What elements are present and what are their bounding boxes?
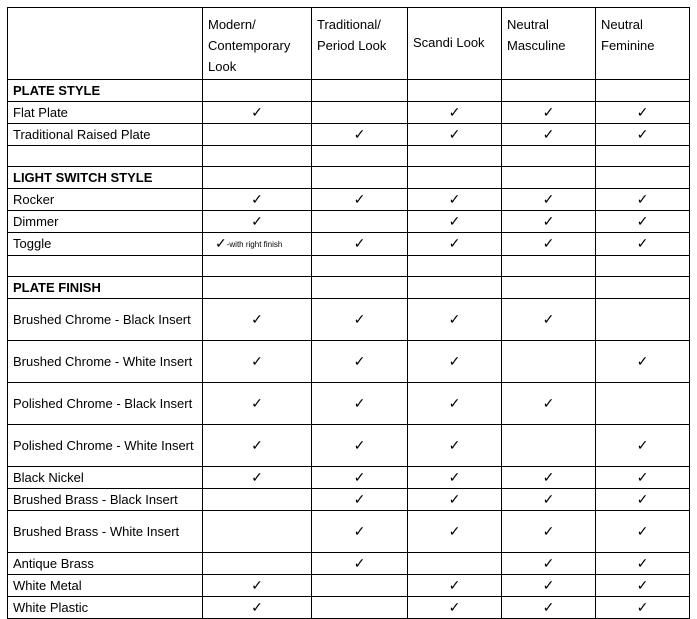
cell-scandi (408, 124, 502, 146)
cell-neutral-masculine (502, 340, 596, 382)
cell-scandi (408, 424, 502, 466)
cell-neutral-masculine (502, 80, 596, 102)
header-neutral-feminine: Neutral Feminine (596, 8, 690, 80)
check-mark-icon: ✓ (448, 598, 461, 615)
check-mark-icon: ✓ (542, 394, 555, 411)
check-mark-icon: ✓ (542, 310, 555, 327)
cell-modern (203, 102, 312, 124)
check-mark-icon: ✓ (542, 490, 555, 507)
table-row (8, 424, 690, 466)
cell-neutral-masculine (502, 102, 596, 124)
table-row (8, 102, 690, 124)
table-row (8, 340, 690, 382)
check-mark-icon: ✓ (353, 522, 366, 539)
check-mark-icon: ✓ (448, 468, 461, 485)
cell-neutral-masculine (502, 124, 596, 146)
cell-neutral-masculine (502, 574, 596, 596)
cell-scandi (408, 255, 502, 276)
row-label: Black Nickel (8, 466, 203, 488)
cell-modern (203, 466, 312, 488)
row-label: Dimmer (8, 211, 203, 233)
check-mark-icon: ✓ (542, 235, 555, 252)
cell-scandi (408, 382, 502, 424)
row-label: Flat Plate (8, 102, 203, 124)
cell-neutral-masculine (502, 510, 596, 552)
comparison-table (7, 7, 690, 619)
cell-scandi (408, 596, 502, 618)
cell-modern (203, 211, 312, 233)
check-mark-icon: ✓ (542, 191, 555, 207)
cell-neutral-feminine (596, 340, 690, 382)
cell-modern (203, 167, 312, 189)
cell-neutral-masculine (502, 146, 596, 167)
check-mark-icon: ✓ (636, 554, 649, 571)
check-mark-icon: ✓ (251, 213, 263, 229)
section-label: PLATE FINISH (8, 276, 203, 298)
cell-modern (203, 488, 312, 510)
cell-neutral-feminine (596, 211, 690, 233)
cell-traditional (312, 466, 408, 488)
row-label: Polished Chrome - Black Insert (8, 382, 203, 424)
table-row (8, 596, 690, 618)
row-label: Polished Chrome - White Insert (8, 424, 203, 466)
section-header-row (8, 276, 690, 298)
check-mark-icon: ✓ (448, 394, 461, 411)
cell-neutral-feminine (596, 574, 690, 596)
cell-traditional (312, 167, 408, 189)
cell-traditional (312, 124, 408, 146)
cell-scandi (408, 574, 502, 596)
cell-scandi (408, 340, 502, 382)
check-mark-icon: ✓ (251, 576, 263, 593)
check-mark-icon: ✓ (353, 310, 366, 327)
check-mark-icon: ✓ (636, 598, 649, 615)
check-mark-icon: ✓ (353, 352, 366, 369)
cell-modern (203, 340, 312, 382)
row-label: Antique Brass (8, 552, 203, 574)
header-traditional: Traditional/ Period Look (312, 8, 408, 80)
row-label: Brushed Brass - White Insert (8, 510, 203, 552)
check-mark-icon: ✓ (353, 490, 366, 507)
cell-scandi (408, 146, 502, 167)
cell-modern (203, 276, 312, 298)
check-mark-icon: ✓ (251, 310, 263, 327)
check-mark-icon: ✓ (448, 310, 461, 327)
cell-neutral-feminine (596, 510, 690, 552)
check-mark-icon: ✓ (542, 522, 555, 539)
cell-neutral-feminine (596, 146, 690, 167)
cell-modern (203, 382, 312, 424)
check-mark-icon: ✓ (542, 213, 555, 229)
cell-neutral-masculine (502, 382, 596, 424)
check-mark-icon: ✓ (542, 104, 555, 120)
cell-traditional (312, 102, 408, 124)
check-mark-icon: ✓ (542, 554, 555, 571)
header-corner (8, 8, 203, 80)
row-label (8, 146, 203, 167)
table-row (8, 146, 690, 167)
section-header-row (8, 80, 690, 102)
check-mark-icon: ✓ (542, 576, 555, 593)
cell-neutral-feminine (596, 255, 690, 276)
check-mark-icon: ✓ (251, 468, 263, 485)
cell-scandi (408, 102, 502, 124)
cell-neutral-masculine (502, 189, 596, 211)
cell-scandi (408, 167, 502, 189)
check-mark-icon: ✓ (542, 598, 555, 615)
cell-modern (203, 80, 312, 102)
cell-modern (203, 596, 312, 618)
cell-modern (203, 298, 312, 340)
cell-traditional (312, 340, 408, 382)
check-mark-icon: ✓ (636, 191, 649, 207)
cell-modern (203, 189, 312, 211)
cell-traditional (312, 255, 408, 276)
check-mark-icon: ✓ (448, 104, 461, 120)
cell-modern (203, 255, 312, 276)
cell-neutral-feminine (596, 124, 690, 146)
check-mark-icon: ✓ (448, 576, 461, 593)
header-modern: Modern/ Contemporary Look (203, 8, 312, 80)
cell-scandi (408, 488, 502, 510)
cell-traditional (312, 574, 408, 596)
cell-neutral-feminine (596, 80, 690, 102)
check-mark-icon: ✓ (636, 522, 649, 539)
check-mark-icon: ✓ (448, 213, 461, 229)
table-row (8, 466, 690, 488)
check-mark-icon: ✓ (636, 235, 649, 252)
cell-neutral-masculine (502, 466, 596, 488)
cell-neutral-masculine (502, 552, 596, 574)
check-mark-icon: ✓ (353, 126, 366, 142)
table-row (8, 574, 690, 596)
cell-traditional (312, 146, 408, 167)
cell-neutral-feminine (596, 276, 690, 298)
cell-traditional (312, 424, 408, 466)
table-row (8, 233, 690, 256)
cell-modern (203, 124, 312, 146)
row-label: White Metal (8, 574, 203, 596)
cell-traditional (312, 276, 408, 298)
cell-traditional (312, 189, 408, 211)
table-row (8, 211, 690, 233)
cell-neutral-feminine (596, 382, 690, 424)
check-mark-icon: ✓ (353, 191, 366, 207)
cell-traditional (312, 233, 408, 256)
check-mark-icon: ✓ (636, 104, 649, 120)
cell-scandi (408, 233, 502, 256)
check-mark-icon: ✓ (353, 436, 366, 453)
finish-note: -with right finish (226, 239, 283, 249)
check-mark-icon: ✓ (251, 394, 263, 411)
cell-neutral-feminine (596, 424, 690, 466)
cell-traditional (312, 298, 408, 340)
cell-scandi (408, 276, 502, 298)
cell-neutral-feminine (596, 466, 690, 488)
check-mark-icon: ✓ (636, 576, 649, 593)
table-row (8, 488, 690, 510)
cell-scandi (408, 211, 502, 233)
cell-traditional (312, 596, 408, 618)
section-header-row (8, 167, 690, 189)
check-mark-icon: ✓ (636, 213, 649, 229)
cell-scandi (408, 80, 502, 102)
check-mark-icon: ✓ (353, 554, 366, 571)
cell-neutral-masculine (502, 276, 596, 298)
table-row (8, 255, 690, 276)
check-mark-icon: ✓ (542, 126, 555, 142)
check-mark-icon: ✓ (251, 104, 263, 120)
check-mark-icon: ✓ (448, 436, 461, 453)
section-label: PLATE STYLE (8, 80, 203, 102)
cell-traditional (312, 510, 408, 552)
check-mark-icon: ✓ (636, 468, 649, 485)
check-mark-icon: ✓ (636, 126, 649, 142)
check-mark-icon: ✓ (636, 436, 649, 453)
cell-traditional (312, 552, 408, 574)
check-mark-icon: ✓ (448, 191, 461, 207)
cell-scandi (408, 552, 502, 574)
cell-neutral-masculine (502, 255, 596, 276)
table-row (8, 189, 690, 211)
check-mark-icon: ✓ (353, 394, 366, 411)
check-mark-icon: ✓ (636, 352, 649, 369)
header-neutral-masculine: Neutral Masculine (502, 8, 596, 80)
check-mark-icon: ✓ (448, 352, 461, 369)
cell-scandi (408, 510, 502, 552)
check-mark-icon: ✓ (251, 352, 263, 369)
cell-modern (203, 233, 312, 256)
cell-modern (203, 146, 312, 167)
check-mark-icon: ✓ (636, 490, 649, 507)
table-row (8, 552, 690, 574)
cell-neutral-feminine (596, 102, 690, 124)
cell-modern (203, 424, 312, 466)
cell-neutral-masculine (502, 167, 596, 189)
cell-modern (203, 510, 312, 552)
cell-neutral-feminine (596, 233, 690, 256)
cell-neutral-masculine (502, 596, 596, 618)
cell-neutral-masculine (502, 233, 596, 256)
check-mark-icon: ✓ (353, 235, 366, 252)
check-mark-icon: ✓ (353, 468, 366, 485)
cell-scandi (408, 298, 502, 340)
table-row (8, 298, 690, 340)
cell-neutral-feminine (596, 488, 690, 510)
row-label: Brushed Brass - Black Insert (8, 488, 203, 510)
cell-neutral-masculine (502, 211, 596, 233)
cell-neutral-feminine (596, 167, 690, 189)
check-mark-icon: ✓ (448, 522, 461, 539)
cell-modern (203, 552, 312, 574)
check-mark-icon: ✓ (251, 598, 263, 615)
check-mark-icon: ✓ (215, 235, 227, 251)
row-label: Brushed Chrome - Black Insert (8, 298, 203, 340)
cell-traditional (312, 80, 408, 102)
cell-scandi (408, 466, 502, 488)
cell-traditional (312, 488, 408, 510)
table-row (8, 382, 690, 424)
header-row (8, 8, 690, 80)
table-row (8, 510, 690, 552)
check-mark-icon: ✓ (542, 468, 555, 485)
row-label: Rocker (8, 189, 203, 211)
cell-neutral-feminine (596, 298, 690, 340)
cell-traditional (312, 382, 408, 424)
header-scandi: Scandi Look (408, 8, 502, 80)
table-row (8, 124, 690, 146)
cell-neutral-masculine (502, 424, 596, 466)
cell-traditional (312, 211, 408, 233)
check-mark-icon: ✓ (251, 436, 263, 453)
row-label (8, 255, 203, 276)
check-mark-icon: ✓ (251, 191, 263, 207)
cell-modern (203, 574, 312, 596)
row-label: White Plastic (8, 596, 203, 618)
cell-neutral-feminine (596, 552, 690, 574)
cell-neutral-feminine (596, 189, 690, 211)
section-label: LIGHT SWITCH STYLE (8, 167, 203, 189)
check-mark-icon: ✓ (448, 490, 461, 507)
check-mark-icon: ✓ (448, 126, 461, 142)
cell-neutral-masculine (502, 488, 596, 510)
check-mark-icon: ✓ (448, 235, 461, 252)
cell-scandi (408, 189, 502, 211)
row-label: Toggle (8, 233, 203, 256)
cell-neutral-masculine (502, 298, 596, 340)
row-label: Brushed Chrome - White Insert (8, 340, 203, 382)
cell-neutral-feminine (596, 596, 690, 618)
row-label: Traditional Raised Plate (8, 124, 203, 146)
